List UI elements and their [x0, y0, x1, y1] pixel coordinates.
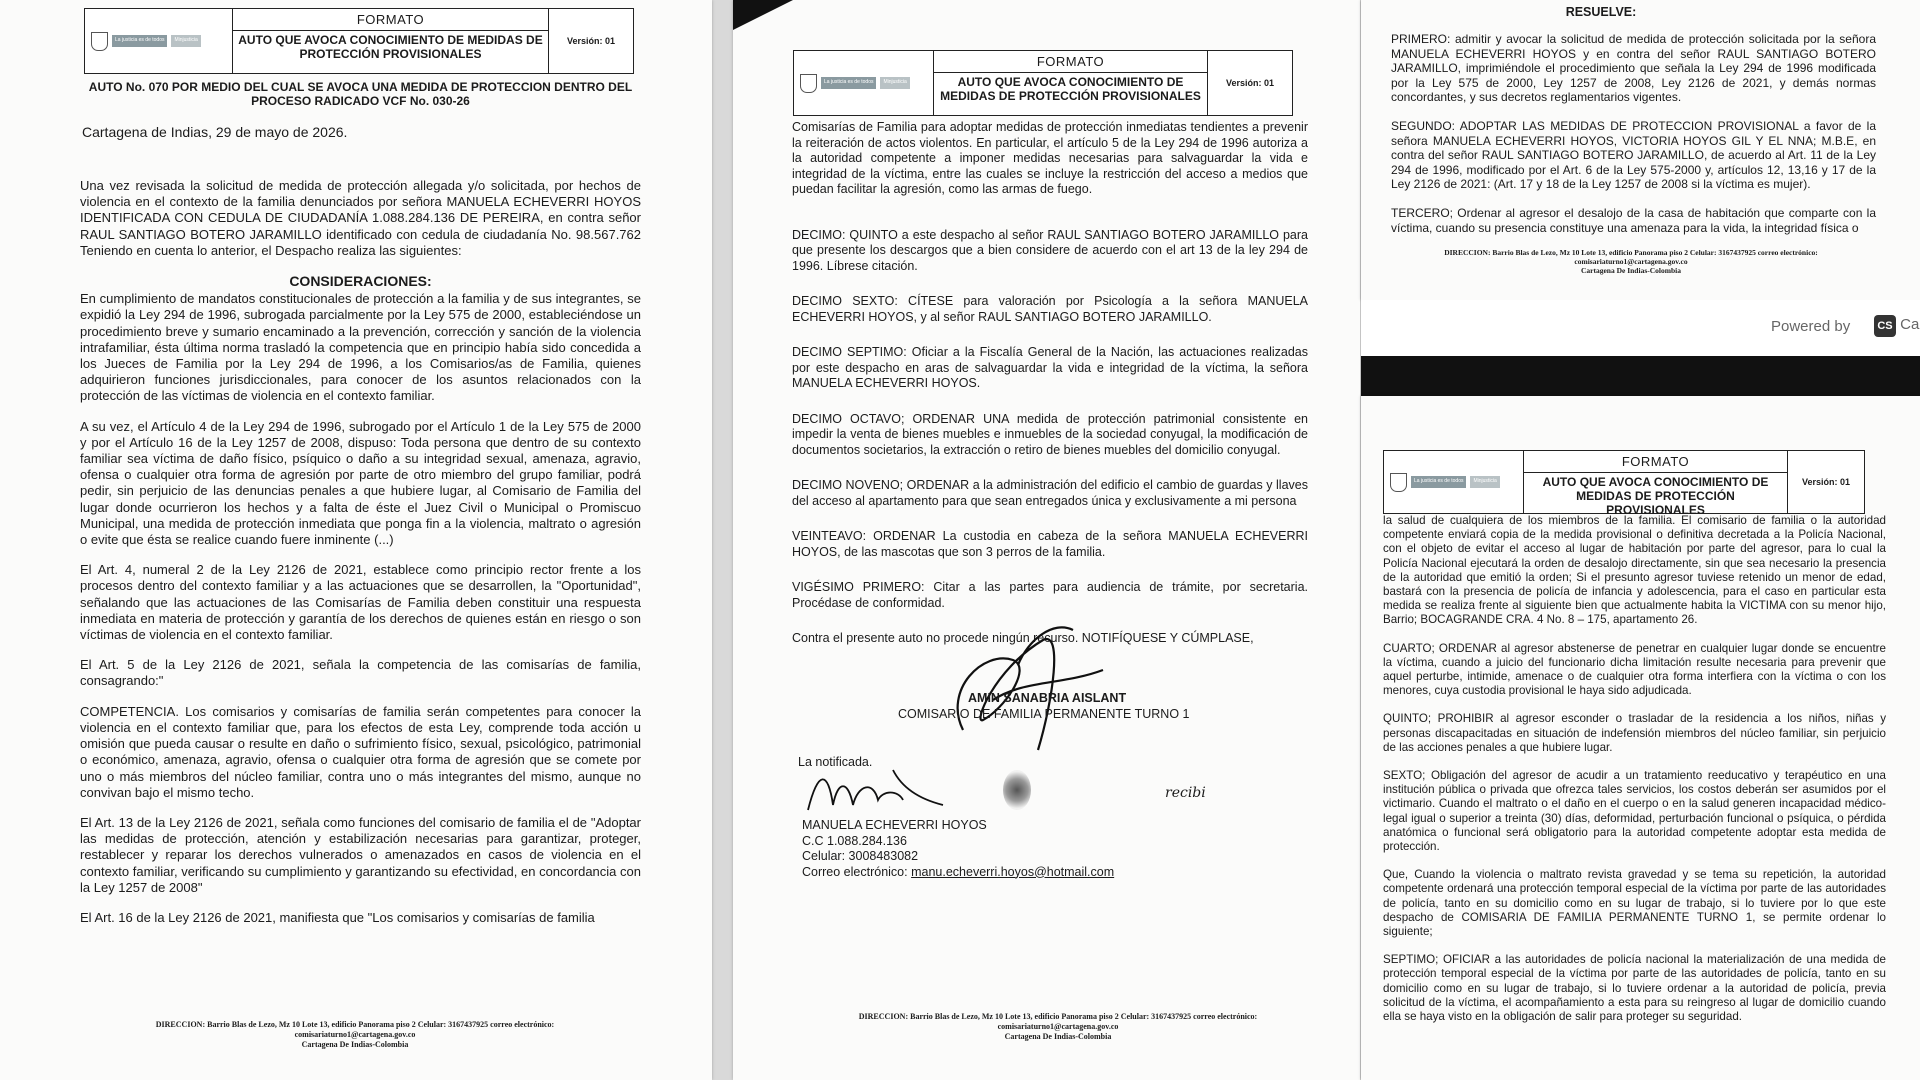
- format-header: [1383, 450, 1865, 517]
- minjusticia-logo: Minjusticia: [1470, 476, 1499, 488]
- footer-address: DIRECCION: Barrio Blas de Lezo, Mz 10 Lote 13, edificio Panorama piso 2 Celular: 3167437925 correo electrónico:: [1444, 248, 1818, 257]
- commissioner-signature: [923, 610, 1113, 760]
- format-title: AUTO QUE AVOCA CONOCIMIENTO DE MEDIDAS DE PROTECCIÓN PROVISIONALES: [940, 75, 1201, 103]
- format-header: [793, 50, 1293, 116]
- date-line: Cartagena de Indias, 29 de mayo de 2026.: [82, 124, 348, 140]
- resolution-decimo-sexto: DECIMO SEXTO: CÍTESE para valoración por Psicología a la señora MANUELA ECHEVERRI HOYOS, y al señor RAUL SANTIAGO BOTERO JARAMILLO.: [792, 294, 1308, 324]
- page3-body: [1391, 32, 1876, 249]
- document-page-2: [733, 0, 1360, 1080]
- paragraph: A su vez, el Artículo 4 de la Ley 294 de 1996, subrogado por el Artículo 1 de la Ley 575 de 2000 y por el Artículo 16 de la Ley 1257 de 2008, dispuso: Toda persona que dentro de su contexto familiar sea víctima de daño físico, psíquico o daño a su integridad sexual, amenaza, agravio, ofensa o cualquier otra forma de agresión por parte de otro miembro del grupo familiar, podrá pedir, sin perjuicio de las denuncias penales a que hubiere lugar, al Comisario de Familia del lugar donde ocurrieron los hechos y a falta de éste el Juez Civil o Municipal o Promiscuo Municipal, una medida de protección inmediata que ponga fin a la violencia, maltrato o agresión o evite que ésta se realice cuando fuere inminente (...): [80, 418, 641, 548]
- notified-cc: C.C 1.088.284.136: [802, 833, 907, 848]
- resolution-decimo-noveno: DECIMO NOVENO; ORDENAR a la administración del edificio el cambio de guardas y llaves del acceso al apartamento para que sean entregados única y exclusivamente a mi persona: [792, 478, 1308, 508]
- resolution-decimo: DECIMO: QUINTO a este despacho al señor RAUL SANTIAGO BOTERO JARAMILLO para que presente los descargos que a bien considere de acuerdo con el art 13 de la ley 294 de 1996. Líbrese citación.: [792, 227, 1308, 273]
- resolution-cuarto: CUARTO; ORDENAR al agresor abstenerse de penetrar en cualquier lugar donde se encuentre la víctima, cuando a juicio del funcionario dicha limitación resulte necesaria para prevenir que aquel perturbe, intimide, amenace o de cualquier otra forma interfiera con la víctima o con los menores, cuya custodia provisional le haya sido adjudicada.: [1383, 641, 1886, 698]
- consideraciones-heading: CONSIDERACIONES:: [289, 273, 432, 290]
- colombia-crest-icon: [800, 74, 817, 93]
- fingerprint-icon: [1003, 770, 1031, 810]
- email-link[interactable]: manu.echeverri.hoyos@hotmail.com: [911, 864, 1115, 879]
- camscanner-badge: [1866, 315, 1919, 337]
- scan-dark-band: [1361, 356, 1920, 396]
- paragraph: El Art. 4, numeral 2 de la Ley 2126 de 2021, establece como principio rector frente a los procesos dentro del contexto familiar y a las actuaciones que se desarrollen, la "Oportunidad", señalando que las actuaciones de las Comisarías de Familia deben constituir una respuesta inmediata en materia de protección y garantía de los derechos de quienes están en riesgo o son víctimas de violencia en el contexto familiar.: [80, 562, 641, 643]
- footer-email: comisariaturno1@cartagena.gov.co: [294, 1030, 416, 1039]
- paragraph: la salud de cualquiera de los miembros de la familia. El comisario de familia o la autoridad competente enviará copia de la medida provisional o definitiva decretada a la Policía Nacional, con el objeto de evitar el acceso al lugar de habitación por parte del agresor, para lo cual la Policía Nacional ejecutará la orden de desalojo directamente, sin que sea necesario la presencia de la autoridad que emitió la orden; Si el presunto agresor tuviese retenido un menor de edad, bastará con la presencia de policía de infancia y adolescencia, para el caso en particular esta medida se realiza frente al siguiente bien que actualmente habita la VICTIMA con su menor hijo, Barrio; BOCAGRANDE CRA. 4 No. 8 – 175, apartamento 26.: [1383, 514, 1886, 627]
- paragraph: Que, Cuando la violencia o maltrato revista gravedad y se tema su repetición, la autoridad competente ordenará una protección temporal especial de la víctima por parte de las autoridades de policía, tanto en su domicilio como en su lugar de trabajo, si lo tuviere por lo que este despacho de COMISARIA DE FAMILIA PERMANENTE TURNO 1, se permite ordenar lo siguiente;: [1383, 868, 1886, 939]
- format-version: Versión: 01: [1225, 78, 1275, 88]
- footer-city: Cartagena De Indias-Colombia: [1580, 266, 1681, 275]
- format-version: Versión: 01: [1801, 477, 1851, 487]
- paragraph: En cumplimiento de mandatos constitucionales de protección a la familia y de sus integrantes, se expidió la Ley 294 de 1996, subrogada parcialmente por la Ley 575 de 2000, estableciéndose un procedimiento breve y sumario encaminado a la prevención, corrección y sanción de la violencia intrafamiliar, ésta última norma trasladó la competencia que en principio había sido concedida a los Jueces de Familia por la Ley 294 de 1996, a los Comisarios/as de Familia, quienes adquirieron funciones jurisdiccionales, para conocer de los asuntos relacionados con la protección de las víctimas de violencia en el contexto familiar.: [80, 291, 641, 404]
- resolution-segundo: SEGUNDO: ADOPTAR LAS MEDIDAS DE PROTECCION PROVISIONAL a favor de la señora MANUELA ECHEVERRI HOYOS, VICTORIA HOYOS GIL Y EL NNA; M.B.E, en contra del señor RAUL SANTIAGO BOTERO JARAMILLO, de acuerdo al Art. 11 de la Ley 294 de 1996, modificado por el Art. 6 de la Ley 575-2000 y, artículos 12, 13,16 y 17 de la Ley 2126 de 2021: (Art. 17 y 18 de la Ley 1257 de 2008 si la víctima es mujer).: [1391, 118, 1876, 192]
- justicia-logo: La justicia es de todos: [112, 35, 167, 47]
- camscanner-strip: [1361, 300, 1920, 360]
- handwritten-recibi: recibi: [1165, 785, 1206, 801]
- colombia-crest-icon: [91, 32, 108, 51]
- minjusticia-logo: Minjusticia: [171, 35, 200, 47]
- email-label: Correo electrónico:: [802, 864, 908, 879]
- format-header: [84, 8, 634, 74]
- document-page-3: [1361, 0, 1920, 300]
- colombia-crest-icon: [1390, 473, 1407, 492]
- page-footer: [1391, 248, 1871, 275]
- signer-name: AMIN SANABRIA AISLANT: [968, 691, 1127, 705]
- format-version: Versión: 01: [566, 36, 616, 46]
- intro-paragraph: Una vez revisada la solicitud de medida de protección allegada y/o solicitada, por hechos de violencia en el contexto de la familia denunciados por señora MANUELA ECHEVERRI HOYOS IDENTIFICADA CON CEDULA DE CIUDADANÍA 1.088.284.136 DE PEREIRA, en contra señor RAUL SANTIAGO BOTERO JARAMILLO identificado con cedula de ciudadanía No. 98.567.762 Teniendo en cuenta lo anterior, el Despacho realiza las siguientes:: [80, 178, 641, 258]
- document-page-4: [1361, 396, 1920, 1080]
- notified-email-row: [802, 865, 1202, 881]
- format-title: AUTO QUE AVOCA CONOCIMIENTO DE MEDIDAS DE PROTECCIÓN PROVISIONALES: [1542, 475, 1769, 517]
- powered-by-label: Powered by: [1771, 318, 1851, 335]
- paragraph: El Art. 5 de la Ley 2126 de 2021, señala la competencia de las comisarías de familia, consagrando:": [80, 657, 641, 689]
- minjusticia-logo: Minjusticia: [880, 77, 909, 89]
- footer-city: Cartagena De Indias-Colombia: [1004, 1032, 1112, 1041]
- footer-email: comisariaturno1@cartagena.gov.co: [997, 1022, 1119, 1031]
- paragraph: El Art. 16 de la Ley 2126 de 2021, manifiesta que "Los comisarios y comisarías de familia: [80, 909, 595, 925]
- resolution-veinteavo: VEINTEAVO: ORDENAR La custodia en cabeza de la señora MANUELA ECHEVERRI HOYOS, de las mascotas que son 3 perros de la familia.: [792, 529, 1308, 559]
- notified-phone: Celular: 3008483082: [802, 849, 919, 863]
- footer-address: DIRECCION: Barrio Blas de Lezo, Mz 10 Lote 13, edificio Panorama piso 2 Celular: 3167437925 correo electrónico:: [858, 1012, 1258, 1021]
- format-title: AUTO QUE AVOCA CONOCIMIENTO DE MEDIDAS DE PROTECCIÓN PROVISIONALES: [238, 33, 543, 61]
- notified-label: La notificada.: [798, 755, 873, 769]
- paragraph: COMPETENCIA. Los comisarios y comisarías de familia serán competentes para conocer la violencia en el contexto familiar que, para los efectos de esta Ley, comprende toda acción u omisión que pueda causar o resulte en daño o sufrimiento físico, sexual, psicológico, patrimonial o económico, amenaza, agravio, ofensa o cualquier otra forma de agresión que se comete por uno o más miembros del núcleo familiar, contra uno o más integrantes del mismo, aunque no convivan bajo el mismo techo.: [80, 703, 641, 800]
- format-label: FORMATO: [934, 51, 1207, 73]
- header-logos: [1384, 451, 1524, 513]
- paragraph: Comisarías de Familia para adoptar medidas de protección inmediatas tendientes a prevenir la reiteración de actos violentos. En particular, el artículo 5 de la Ley 294 de 1996 autoriza a la autoridad competente a imponer medidas necesarias para salvaguardar la vida e integridad de la víctima, entre las cuales se incluye la restricción del acceso a medios que puedan facilitar la agresión, como las armas de fuego.: [792, 120, 1308, 196]
- resolution-tercero: TERCERO; Ordenar al agresor el desalojo de la casa de habitación que comparte con la víctima, cuando su presencia constituye una amenaza para la vida, la integridad física o: [1391, 205, 1876, 235]
- resolution-decimo-octavo: DECIMO OCTAVO; ORDENAR UNA medida de protección patrimonial consistente en impedir la venta de bienes muebles e inmuebles de la sociedad conyugal, la modificación de documentos societarios, la extracción o retiro de bienes muebles del domicilio conyugal.: [792, 411, 1308, 457]
- footer-city: Cartagena De Indias-Colombia: [301, 1040, 409, 1049]
- resolution-decimo-septimo: DECIMO SEPTIMO: Oficiar a la Fiscalía General de la Nación, las actuaciones realizadas por este despacho en aras de salvaguardar la vida e integridad de la víctima, la señora MANUELA ECHEVERRI HOYOS.: [792, 345, 1308, 390]
- notified-name: MANUELA ECHEVERRI HOYOS: [802, 818, 987, 832]
- page4-body: [1383, 514, 1886, 1038]
- camscanner-icon: CS: [1874, 315, 1896, 337]
- resolution-septimo: SEPTIMO; OFICIAR a las autoridades de policía nacional la materialización de una medida de protección temporal especial de la víctima por parte de las autoridades de policía, tanto en su domicilio como en su lugar de trabajo, si lo tuviere ordenar a la autoridad de policía, previa solicitud de la víctima, el acompañamiento a esta para su reingreso al lugar de domicilio cuando ella se haya visto en la obligación de salir para proteger su seguridad.: [1383, 953, 1886, 1024]
- justicia-logo: La justicia es de todos: [821, 77, 876, 89]
- page-footer: [95, 1020, 615, 1050]
- camscanner-label: Ca: [1900, 316, 1920, 333]
- resolution-primero: PRIMERO: admitir y avocar la solicitud de medida de protección solicitada por la señora MANUELA ECHEVERRI HOYOS y en contra del señor RAUL SANTIAGO BOTERO JARAMILLO, imprimiéndole el procedimiento que señala la Ley 294 de 1996 modificada por la Ley 575 de 2000, Ley 1257 de 2008, Ley 2126 de 2021, y demás normas concordantes, y sus decretos reglamentarios vigentes.: [1391, 32, 1876, 105]
- document-page-1: [0, 0, 712, 1080]
- justicia-logo: La justicia es de todos: [1411, 476, 1466, 488]
- auto-title: AUTO No. 070 POR MEDIO DEL CUAL SE AVOCA UNA MEDIDA DE PROTECCION DENTRO DEL PROCESO RADICADO VCF No. 030-26: [88, 80, 633, 108]
- page2-body: [792, 120, 1308, 661]
- footer-address: DIRECCION: Barrio Blas de Lezo, Mz 10 Lote 13, edificio Panorama piso 2 Celular: 3167437925 correo electrónico:: [155, 1020, 555, 1029]
- format-label: FORMATO: [1524, 451, 1787, 473]
- notifiquese-line: Contra el presente auto no procede ningún recurso. NOTIFÍQUESE Y CÚMPLASE,: [792, 631, 1254, 645]
- header-logos: [85, 9, 233, 73]
- resolution-vigesimo-primero: VIGÉSIMO PRIMERO: Citar a las partes para audiencia de trámite, por secretaria. Procédase de conformidad.: [792, 580, 1308, 610]
- format-label: FORMATO: [233, 9, 548, 31]
- resolution-sexto: SEXTO; Obligación del agresor de acudir a un tratamiento reeducativo y terapéutico en una institución pública o privada que ofrezca tales servicios, los costos deberán ser asumidos por el victimario. Cuando el maltrato o el daño en el cuerpo o en la salud generen incapacidad médico- legal igual o superior a treinta (30) días, deformidad, perturbación funcional o psíquica, o pérdida anatómica o funcional será obligatorio para la autoridad competente adoptar esta medida de protección.: [1383, 769, 1886, 854]
- scan-shadow: [733, 0, 793, 30]
- notified-details: [802, 818, 1202, 880]
- signer-role: COMISARIO DE FAMILIA PERMANENTE TURNO 1: [898, 707, 1190, 721]
- footer-email: comisariaturno1@cartagena.gov.co: [1574, 257, 1688, 266]
- page1-body: [80, 178, 641, 940]
- resolution-quinto: QUINTO; PROHIBIR al agresor esconder o trasladar de la residencia a los niños, niñas y personas discapacitadas en situación de indefensión miembros del núcleo familiar, sin perjuicio de las acciones penales a que hubiere lugar.: [1383, 712, 1886, 754]
- header-logos: [794, 51, 934, 115]
- notified-signature: [803, 760, 953, 820]
- paragraph: El Art. 13 de la Ley 2126 de 2021, señala como funciones del comisario de familia el de "Adoptar las medidas de protección, atención y estabilización necesarias para garantizar, proteger, restablecer y reparar los derechos vulnerados o amenazados en casos de violencia en el contexto familiar, verificando su cumplimiento y garantizando su efectividad, en concordancia con la Ley 1257 de 2008": [80, 814, 641, 895]
- resuelve-heading: RESUELVE:: [1565, 5, 1637, 19]
- page-footer: [823, 1012, 1293, 1042]
